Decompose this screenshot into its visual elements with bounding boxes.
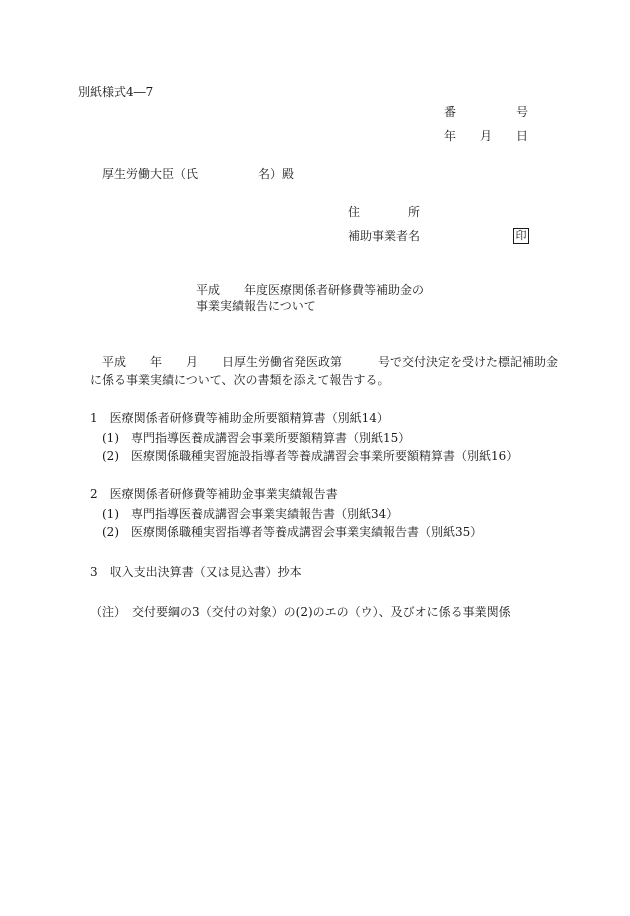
address-label-ju: 住 — [348, 205, 361, 219]
body-line-1: 平成 年 月 日厚生労働省発医政第 号で交付決定を受けた標記補助金 — [102, 355, 559, 369]
list-item-2-sub-2: (2) 医療関係職種実習指導者等養成講習会事業実績報告書（別紙35） — [102, 525, 483, 539]
list-item-1-sub-2: (2) 医療関係職種実習施設指導者等養成講習会事業所要額精算書（別紙16） — [102, 449, 519, 463]
seal-mark: 印 — [513, 228, 529, 244]
number-label-go: 号 — [516, 105, 529, 119]
address-label-sho: 所 — [408, 205, 421, 219]
number-label-ban: 番 — [444, 105, 457, 119]
date-day-label: 日 — [516, 129, 529, 143]
date-month-label: 月 — [480, 129, 493, 143]
list-item-2-sub-1: (1) 専門指導医養成講習会事業実績報告書（別紙34） — [102, 507, 399, 521]
title-line-2: 事業実績報告について — [196, 299, 316, 313]
grantee-name-label: 補助事業者名 — [348, 229, 421, 243]
list-item-1-sub-1: (1) 専門指導医養成講習会事業所要額精算書（別紙15） — [102, 431, 411, 445]
note: （注） 交付要綱の3（交付の対象）の(2)のエの（ウ）、及びオに係る事業関係 — [90, 605, 511, 619]
addressee: 厚生労働大臣（氏 名）殿 — [102, 167, 295, 181]
form-id: 別紙様式4―7 — [78, 85, 154, 99]
list-item-3: 3 収入支出決算書（又は見込書）抄本 — [90, 565, 302, 579]
body-line-2: に係る事業実績について、次の書類を添えて報告する。 — [90, 373, 390, 387]
date-year-label: 年 — [444, 129, 457, 143]
title-line-1: 平成 年度医療関係者研修費等補助金の — [196, 283, 425, 297]
list-item-2: 2 医療関係者研修費等補助金事業実績報告書 — [90, 487, 338, 501]
list-item-1: 1 医療関係者研修費等補助金所要額精算書（別紙14） — [90, 411, 389, 425]
